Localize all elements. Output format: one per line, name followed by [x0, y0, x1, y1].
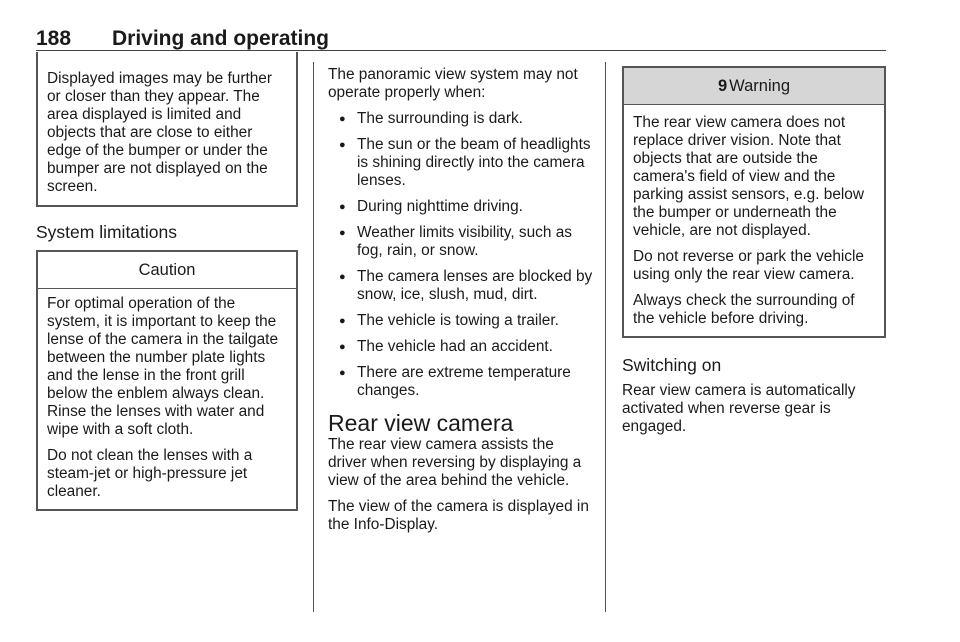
warning-paragraph: The rear view camera does not replace driver vision. Note that objects that are outside the camera's field of view and the parking assist sensors, e.g. below the bumper or underneath the vehicle, are not displayed. — [633, 114, 864, 239]
intro-note-text: Displayed images may be further or closer than they appear. The area displayed is limited and objects that are close to either edge of the bumper or under the bumper are not displayed on the screen. — [47, 70, 272, 195]
list-item: ● The sun or the beam of headlights is shining directly into the camera lenses. — [328, 136, 594, 190]
column-3 — [622, 66, 886, 436]
rear-view-paragraph: The view of the camera is displayed in the Info-Display. — [328, 498, 589, 533]
section-title: Driving and operating — [112, 27, 330, 50]
caution-paragraph: Do not clean the lenses with a steam-jet or high-pressure jet cleaner. — [47, 447, 253, 500]
caution-box — [36, 250, 298, 511]
warning-paragraph: Do not reverse or park the vehicle using only the rear view camera. — [633, 248, 864, 283]
system-limitations-heading: System limitations — [36, 222, 178, 242]
switching-on-heading: Switching on — [622, 355, 722, 375]
page-number: 188 — [36, 27, 72, 50]
list-item: ● There are extreme temperature changes. — [328, 364, 594, 400]
panoramic-intro: The panoramic view system may not operate properly when: — [328, 66, 578, 101]
list-item: ● The vehicle is towing a trailer. — [328, 312, 594, 330]
warning-icon: 9 — [717, 77, 728, 95]
column-divider-2 — [605, 62, 606, 612]
warning-title: Warning — [729, 77, 790, 95]
warning-paragraph: Always check the surrounding of the vehicle before driving. — [633, 292, 855, 327]
list-item: ● The vehicle had an accident. — [328, 338, 594, 356]
caution-title: Caution — [38, 252, 296, 289]
list-item: ● The camera lenses are blocked by snow, ice, slush, mud, dirt. — [328, 268, 594, 304]
header-rule — [36, 50, 886, 51]
warning-box — [622, 66, 886, 338]
page-header — [36, 24, 886, 50]
column-divider-1 — [313, 62, 314, 612]
switching-on-paragraph: Rear view camera is automatically activated when reverse gear is engaged. — [622, 382, 856, 435]
warning-title-bar — [624, 68, 884, 105]
limitations-list — [328, 110, 594, 400]
caution-paragraph: For optimal operation of the system, it is important to keep the lense of the camera in the tailgate between the number plate lights and the lense in the front grill below the enblem always clean. Rinse the lenses with water and wipe with a soft cloth. — [47, 295, 279, 438]
intro-note-box — [36, 52, 298, 207]
list-item: ● The surrounding is dark. — [328, 110, 594, 128]
rear-view-camera-heading: Rear view camera — [328, 410, 514, 436]
column-1 — [36, 52, 298, 511]
list-item: ● Weather limits visibility, such as fog, rain, or snow. — [328, 224, 594, 260]
rear-view-paragraph: The rear view camera assists the driver when reversing by displaying a view of the area behind the vehicle. — [328, 436, 582, 489]
list-item: ● During nighttime driving. — [328, 198, 594, 216]
column-2 — [328, 66, 594, 534]
